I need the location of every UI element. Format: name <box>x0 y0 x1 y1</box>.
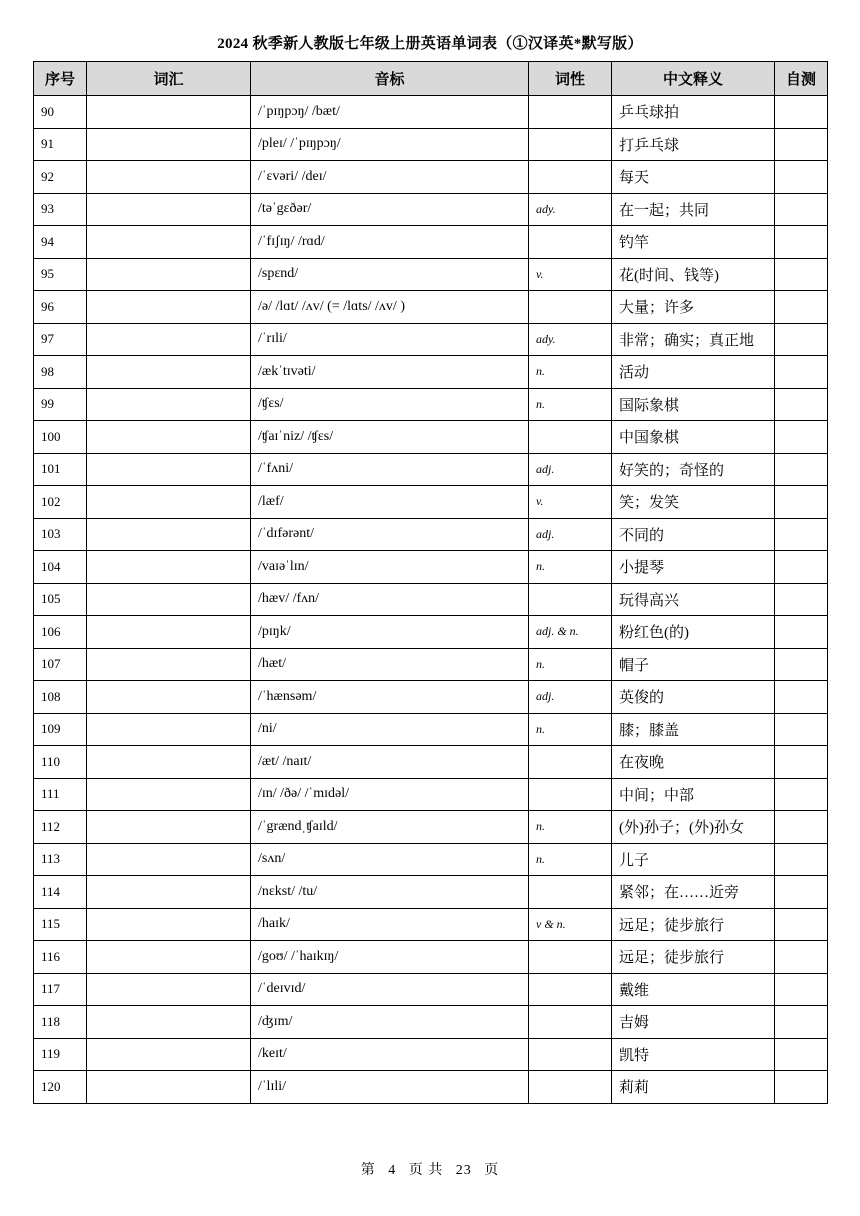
cell-word-blank[interactable] <box>87 258 251 291</box>
cell-selftest[interactable] <box>775 421 828 454</box>
header-phonetic: 音标 <box>251 62 529 96</box>
table-row <box>34 356 828 389</box>
cell-word-blank[interactable] <box>87 811 251 844</box>
table-row <box>34 583 828 616</box>
cell-index: 103 <box>34 518 87 551</box>
cell-index: 92 <box>34 161 87 194</box>
table-row <box>34 388 828 421</box>
cell-index: 96 <box>34 291 87 324</box>
cell-phonetic: /vaɪəˈlɪn/ <box>251 551 529 584</box>
table-row <box>34 616 828 649</box>
cell-phonetic: /ʧaɪˈniz/ /ʧɛs/ <box>251 421 529 454</box>
cell-meaning: 活动 <box>612 356 775 389</box>
cell-index: 91 <box>34 128 87 161</box>
cell-meaning: 在夜晚 <box>612 746 775 779</box>
table-row <box>34 421 828 454</box>
cell-word-blank[interactable] <box>87 551 251 584</box>
cell-phonetic: /pleɪ/ /ˈpɪŋpɔŋ/ <box>251 128 529 161</box>
cell-selftest[interactable] <box>775 128 828 161</box>
cell-phonetic: /ˈfʌni/ <box>251 453 529 486</box>
cell-selftest[interactable] <box>775 388 828 421</box>
cell-word-blank[interactable] <box>87 713 251 746</box>
cell-word-blank[interactable] <box>87 128 251 161</box>
cell-index: 90 <box>34 96 87 129</box>
cell-meaning: 吉姆 <box>612 1006 775 1039</box>
cell-meaning: 大量；许多 <box>612 291 775 324</box>
cell-selftest[interactable] <box>775 583 828 616</box>
cell-index: 119 <box>34 1038 87 1071</box>
cell-phonetic: /ˈpɪŋpɔŋ/ /bæt/ <box>251 96 529 129</box>
cell-meaning: 笑；发笑 <box>612 486 775 519</box>
cell-index: 104 <box>34 551 87 584</box>
cell-index: 98 <box>34 356 87 389</box>
table-row <box>34 746 828 779</box>
cell-meaning: 玩得高兴 <box>612 583 775 616</box>
cell-index: 112 <box>34 811 87 844</box>
cell-word-blank[interactable] <box>87 193 251 226</box>
table-row <box>34 876 828 909</box>
cell-selftest[interactable] <box>775 843 828 876</box>
cell-selftest[interactable] <box>775 908 828 941</box>
table-row <box>34 453 828 486</box>
cell-meaning: 膝；膝盖 <box>612 713 775 746</box>
cell-pos: n. <box>529 648 612 681</box>
cell-phonetic: /goʊ/ /ˈhaɪkɪŋ/ <box>251 941 529 974</box>
cell-index: 97 <box>34 323 87 356</box>
cell-selftest[interactable] <box>775 648 828 681</box>
table-row <box>34 681 828 714</box>
table-row <box>34 96 828 129</box>
cell-selftest[interactable] <box>775 96 828 129</box>
cell-meaning: 国际象棋 <box>612 388 775 421</box>
cell-selftest[interactable] <box>775 876 828 909</box>
cell-word-blank[interactable] <box>87 161 251 194</box>
cell-pos <box>529 973 612 1006</box>
cell-word-blank[interactable] <box>87 323 251 356</box>
cell-meaning: 帽子 <box>612 648 775 681</box>
cell-pos <box>529 778 612 811</box>
cell-selftest[interactable] <box>775 323 828 356</box>
table-row <box>34 778 828 811</box>
cell-index: 111 <box>34 778 87 811</box>
table-header-row <box>34 62 828 96</box>
cell-phonetic: /ʧɛs/ <box>251 388 529 421</box>
cell-selftest[interactable] <box>775 291 828 324</box>
cell-index: 94 <box>34 226 87 259</box>
cell-meaning: 非常；确实；真正地 <box>612 323 775 356</box>
cell-meaning: 远足；徒步旅行 <box>612 941 775 974</box>
cell-word-blank[interactable] <box>87 973 251 1006</box>
cell-phonetic: /æt/ /naɪt/ <box>251 746 529 779</box>
cell-word-blank[interactable] <box>87 1006 251 1039</box>
cell-index: 105 <box>34 583 87 616</box>
cell-phonetic: /ˈlɪli/ <box>251 1071 529 1104</box>
cell-word-blank[interactable] <box>87 778 251 811</box>
cell-meaning: (外)孙子；(外)孙女 <box>612 811 775 844</box>
cell-selftest[interactable] <box>775 746 828 779</box>
footer-suffix: 页 <box>484 1163 500 1178</box>
cell-pos <box>529 226 612 259</box>
table-row <box>34 941 828 974</box>
cell-index: 107 <box>34 648 87 681</box>
cell-index: 106 <box>34 616 87 649</box>
cell-meaning: 中间；中部 <box>612 778 775 811</box>
cell-meaning: 凯特 <box>612 1038 775 1071</box>
footer-middle: 页 共 <box>408 1163 444 1178</box>
cell-selftest[interactable] <box>775 973 828 1006</box>
cell-pos <box>529 876 612 909</box>
cell-word-blank[interactable] <box>87 941 251 974</box>
header-pos: 词性 <box>529 62 612 96</box>
cell-pos <box>529 128 612 161</box>
cell-pos <box>529 1006 612 1039</box>
table-row <box>34 486 828 519</box>
cell-meaning: 紧邻；在……近旁 <box>612 876 775 909</box>
cell-meaning: 远足；徒步旅行 <box>612 908 775 941</box>
footer-current-page: 4 <box>388 1163 397 1178</box>
cell-selftest[interactable] <box>775 161 828 194</box>
cell-word-blank[interactable] <box>87 648 251 681</box>
cell-meaning: 钓竿 <box>612 226 775 259</box>
cell-phonetic: /ˈɛvəri/ /deɪ/ <box>251 161 529 194</box>
cell-phonetic: /ə/ /lɑt/ /ʌv/ (= /lɑts/ /ʌv/ ) <box>251 291 529 324</box>
cell-pos <box>529 1038 612 1071</box>
cell-pos: n. <box>529 356 612 389</box>
cell-pos <box>529 1071 612 1104</box>
cell-word-blank[interactable] <box>87 583 251 616</box>
cell-pos <box>529 161 612 194</box>
table-row <box>34 518 828 551</box>
table-row <box>34 193 828 226</box>
cell-word-blank[interactable] <box>87 908 251 941</box>
cell-phonetic: /ˈdeɪvɪd/ <box>251 973 529 1006</box>
cell-index: 99 <box>34 388 87 421</box>
cell-pos <box>529 96 612 129</box>
cell-index: 101 <box>34 453 87 486</box>
cell-meaning: 不同的 <box>612 518 775 551</box>
cell-phonetic: /spɛnd/ <box>251 258 529 291</box>
cell-pos: v. <box>529 486 612 519</box>
cell-word-blank[interactable] <box>87 356 251 389</box>
table-row <box>34 713 828 746</box>
cell-phonetic: /ni/ <box>251 713 529 746</box>
cell-pos <box>529 746 612 779</box>
table-row <box>34 1071 828 1104</box>
cell-pos: v & n. <box>529 908 612 941</box>
cell-phonetic: /haɪk/ <box>251 908 529 941</box>
cell-phonetic: /hæv/ /fʌn/ <box>251 583 529 616</box>
cell-pos: n. <box>529 551 612 584</box>
cell-word-blank[interactable] <box>87 421 251 454</box>
cell-phonetic: /hæt/ <box>251 648 529 681</box>
header-word: 词汇 <box>87 62 251 96</box>
cell-meaning: 中国象棋 <box>612 421 775 454</box>
cell-phonetic: /læf/ <box>251 486 529 519</box>
cell-selftest[interactable] <box>775 681 828 714</box>
cell-pos: adj. & n. <box>529 616 612 649</box>
cell-phonetic: /keɪt/ <box>251 1038 529 1071</box>
table-body <box>34 96 828 1104</box>
cell-meaning: 戴维 <box>612 973 775 1006</box>
cell-selftest[interactable] <box>775 226 828 259</box>
cell-word-blank[interactable] <box>87 518 251 551</box>
cell-pos: n. <box>529 388 612 421</box>
cell-index: 109 <box>34 713 87 746</box>
cell-phonetic: /ˈfɪʃɪŋ/ /rɑd/ <box>251 226 529 259</box>
cell-pos <box>529 291 612 324</box>
cell-meaning: 花(时间、钱等) <box>612 258 775 291</box>
cell-pos: v. <box>529 258 612 291</box>
cell-selftest[interactable] <box>775 941 828 974</box>
cell-pos: adj. <box>529 681 612 714</box>
cell-index: 114 <box>34 876 87 909</box>
table-row <box>34 843 828 876</box>
cell-word-blank[interactable] <box>87 486 251 519</box>
cell-selftest[interactable] <box>775 551 828 584</box>
cell-word-blank[interactable] <box>87 843 251 876</box>
cell-phonetic: /pɪŋk/ <box>251 616 529 649</box>
cell-pos: ady. <box>529 193 612 226</box>
cell-selftest[interactable] <box>775 1071 828 1104</box>
cell-phonetic: /sʌn/ <box>251 843 529 876</box>
table-row <box>34 908 828 941</box>
table-row <box>34 323 828 356</box>
page-title: 2024 秋季新人教版七年级上册英语单词表（①汉译英*默写版） <box>217 36 643 52</box>
cell-index: 116 <box>34 941 87 974</box>
table-row <box>34 1006 828 1039</box>
cell-selftest[interactable] <box>775 1006 828 1039</box>
cell-pos: adj. <box>529 453 612 486</box>
cell-word-blank[interactable] <box>87 746 251 779</box>
cell-selftest[interactable] <box>775 713 828 746</box>
cell-selftest[interactable] <box>775 616 828 649</box>
table-row <box>34 648 828 681</box>
cell-phonetic: /təˈgɛðər/ <box>251 193 529 226</box>
header-index: 序号 <box>34 62 87 96</box>
header-selftest: 自测 <box>775 62 828 96</box>
cell-pos <box>529 941 612 974</box>
cell-word-blank[interactable] <box>87 616 251 649</box>
table-row <box>34 258 828 291</box>
cell-meaning: 英俊的 <box>612 681 775 714</box>
cell-index: 118 <box>34 1006 87 1039</box>
cell-selftest[interactable] <box>775 1038 828 1071</box>
cell-meaning: 好笑的；奇怪的 <box>612 453 775 486</box>
cell-selftest[interactable] <box>775 811 828 844</box>
vocabulary-table <box>33 61 828 1104</box>
cell-pos: n. <box>529 713 612 746</box>
cell-pos <box>529 421 612 454</box>
cell-word-blank[interactable] <box>87 453 251 486</box>
cell-phonetic: /ʤɪm/ <box>251 1006 529 1039</box>
cell-meaning: 乒乓球拍 <box>612 96 775 129</box>
cell-meaning: 儿子 <box>612 843 775 876</box>
cell-meaning: 在一起；共同 <box>612 193 775 226</box>
cell-index: 115 <box>34 908 87 941</box>
cell-meaning: 每天 <box>612 161 775 194</box>
cell-phonetic: /ˈhænsəm/ <box>251 681 529 714</box>
header-meaning: 中文释义 <box>612 62 775 96</box>
cell-phonetic: /ˈdɪfərənt/ <box>251 518 529 551</box>
table-row <box>34 128 828 161</box>
table-row <box>34 551 828 584</box>
cell-word-blank[interactable] <box>87 1071 251 1104</box>
cell-meaning: 打乒乓球 <box>612 128 775 161</box>
cell-selftest[interactable] <box>775 193 828 226</box>
table-row <box>34 973 828 1006</box>
table-row <box>34 226 828 259</box>
table-row <box>34 1038 828 1071</box>
cell-phonetic: /ɪn/ /ðə/ /ˈmɪdəl/ <box>251 778 529 811</box>
cell-index: 113 <box>34 843 87 876</box>
cell-word-blank[interactable] <box>87 1038 251 1071</box>
table-row <box>34 291 828 324</box>
cell-index: 102 <box>34 486 87 519</box>
cell-selftest[interactable] <box>775 258 828 291</box>
footer-total-pages: 23 <box>455 1163 472 1178</box>
cell-index: 117 <box>34 973 87 1006</box>
cell-word-blank[interactable] <box>87 291 251 324</box>
cell-index: 108 <box>34 681 87 714</box>
cell-index: 120 <box>34 1071 87 1104</box>
cell-meaning: 莉莉 <box>612 1071 775 1104</box>
table-row <box>34 161 828 194</box>
cell-phonetic: /nɛkst/ /tu/ <box>251 876 529 909</box>
cell-phonetic: /ˈgrændˌʧaɪld/ <box>251 811 529 844</box>
cell-pos <box>529 583 612 616</box>
cell-word-blank[interactable] <box>87 226 251 259</box>
cell-index: 110 <box>34 746 87 779</box>
cell-selftest[interactable] <box>775 453 828 486</box>
cell-phonetic: /ˈrɪli/ <box>251 323 529 356</box>
cell-pos: n. <box>529 811 612 844</box>
cell-word-blank[interactable] <box>87 681 251 714</box>
cell-selftest[interactable] <box>775 486 828 519</box>
page-footer <box>0 1159 860 1179</box>
cell-selftest[interactable] <box>775 356 828 389</box>
cell-word-blank[interactable] <box>87 96 251 129</box>
cell-phonetic: /ækˈtɪvəti/ <box>251 356 529 389</box>
cell-pos: adj. <box>529 518 612 551</box>
cell-index: 93 <box>34 193 87 226</box>
cell-word-blank[interactable] <box>87 388 251 421</box>
cell-meaning: 小提琴 <box>612 551 775 584</box>
cell-meaning: 粉红色(的) <box>612 616 775 649</box>
cell-pos: n. <box>529 843 612 876</box>
table-row <box>34 811 828 844</box>
cell-index: 100 <box>34 421 87 454</box>
cell-pos: ady. <box>529 323 612 356</box>
cell-selftest[interactable] <box>775 778 828 811</box>
cell-selftest[interactable] <box>775 518 828 551</box>
cell-word-blank[interactable] <box>87 876 251 909</box>
cell-index: 95 <box>34 258 87 291</box>
footer-prefix: 第 <box>360 1163 376 1178</box>
